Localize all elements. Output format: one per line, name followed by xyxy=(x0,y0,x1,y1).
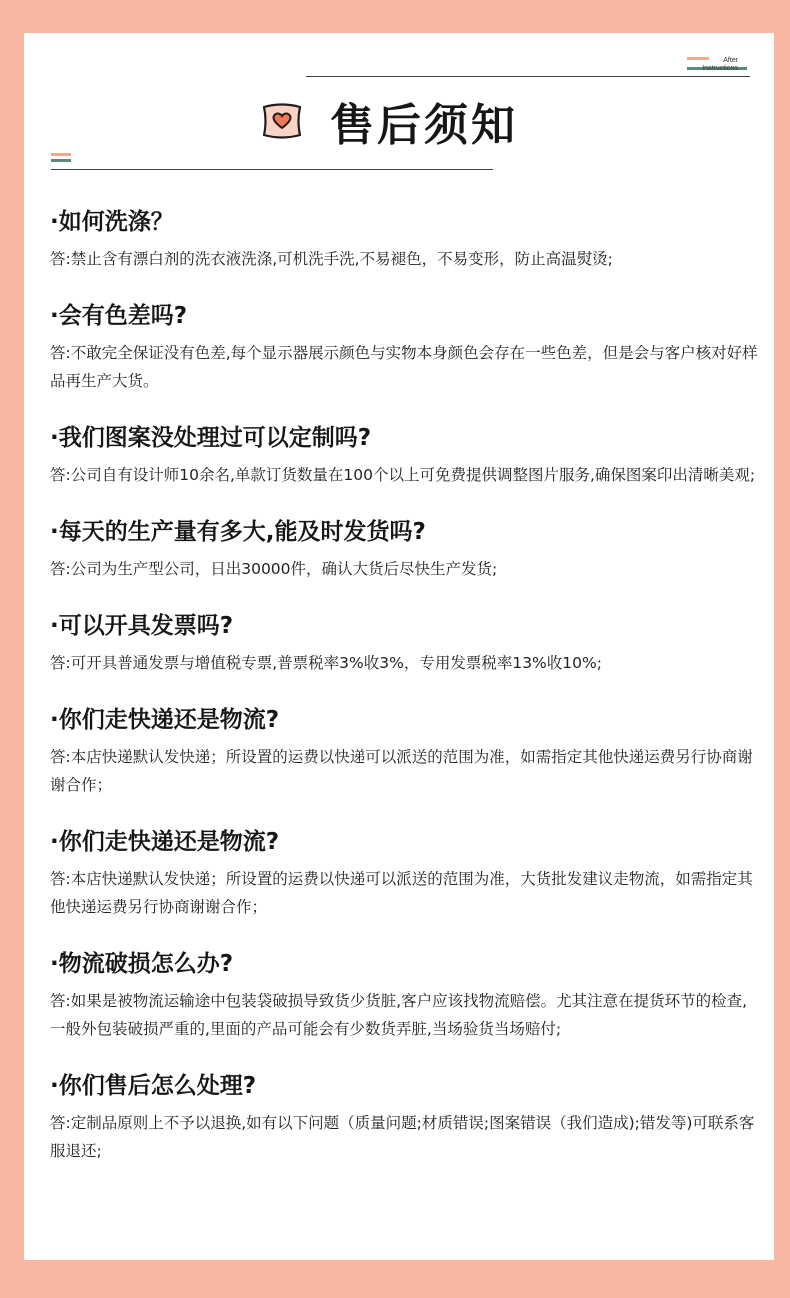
faq-item xyxy=(50,947,762,1043)
faq-answer: 答:如果是被物流运输途中包装袋破损导致货少货脏,客户应该找物流赔偿。尤其注意在提货环节的检查,一般外包装破损严重的,里面的产品可能会有少数货弄脏,当场验货当场赔付; xyxy=(50,992,748,1038)
heart-pillow-icon xyxy=(260,101,304,141)
faq-item xyxy=(50,609,762,677)
title-underline-decoration xyxy=(51,153,495,173)
faq-item xyxy=(50,1069,762,1165)
faq-answer: 答:可开具普通发票与增值税专票,普票税率3%收3%，专用发票税率13%收10%; xyxy=(50,654,602,672)
faq-question: ·每天的生产量有多大,能及时发货吗? xyxy=(50,519,426,545)
faq-answer: 答:定制品原则上不予以退换,如有以下问题（质量问题;材质错误;图案错误（我们造成);错发等)可联系客服退还; xyxy=(50,1114,755,1160)
corner-label-line1: After xyxy=(723,57,738,64)
faq-question: ·物流破损怎么办? xyxy=(50,951,234,977)
faq-item xyxy=(50,421,762,489)
faq-item xyxy=(50,825,762,921)
corner-label-line2: Instructions xyxy=(702,65,738,72)
faq-item xyxy=(50,205,762,273)
faq-answer: 答:本店快递默认发快递；所设置的运费以快递可以派送的范围为准，大货批发建议走物流，如需指定其他快递运费另行协商谢谢合作； xyxy=(50,870,753,916)
decor-line-top xyxy=(306,76,750,77)
faq-question: ·你们走快递还是物流? xyxy=(50,829,280,855)
decor-line-bottom xyxy=(51,169,493,170)
faq-item xyxy=(50,703,762,799)
faq-answer: 答:禁止含有漂白剂的洗衣液洗涤,可机洗手洗,不易褪色，不易变形，防止高温熨烫; xyxy=(50,250,613,268)
corner-decoration xyxy=(306,53,750,79)
corner-label xyxy=(702,57,738,73)
faq-answer: 答:公司为生产型公司，日出30000件，确认大货后尽快生产发货; xyxy=(50,560,498,578)
content-card xyxy=(24,33,774,1260)
faq-answer: 答:本店快递默认发快递；所设置的运费以快递可以派送的范围为准，如需指定其他快递运费另行协商谢谢合作； xyxy=(50,748,753,794)
faq-question: ·你们走快递还是物流? xyxy=(50,707,280,733)
faq-item xyxy=(50,515,762,583)
page-title: 售后须知 xyxy=(330,100,518,151)
faq-answer: 答:不敢完全保证没有色差,每个显示器展示颜色与实物本身颜色会存在一些色差，但是会与客户核对好样品再生产大货。 xyxy=(50,344,758,390)
faq-question: ·会有色差吗? xyxy=(50,303,188,329)
faq-list xyxy=(50,205,762,1191)
faq-question: ·可以开具发票吗? xyxy=(50,613,234,639)
decor-bar-orange xyxy=(51,153,71,156)
faq-question: ·我们图案没处理过可以定制吗? xyxy=(50,425,372,451)
faq-item xyxy=(50,299,762,395)
title-block xyxy=(260,95,518,151)
faq-question: ·如何洗涤？ xyxy=(50,209,174,235)
decor-bar-green xyxy=(51,159,71,162)
faq-question: ·你们售后怎么处理? xyxy=(50,1073,257,1099)
faq-answer: 答:公司自有设计师10余名,单款订货数量在100个以上可免费提供调整图片服务,确保图案印出清晰美观; xyxy=(50,466,756,484)
